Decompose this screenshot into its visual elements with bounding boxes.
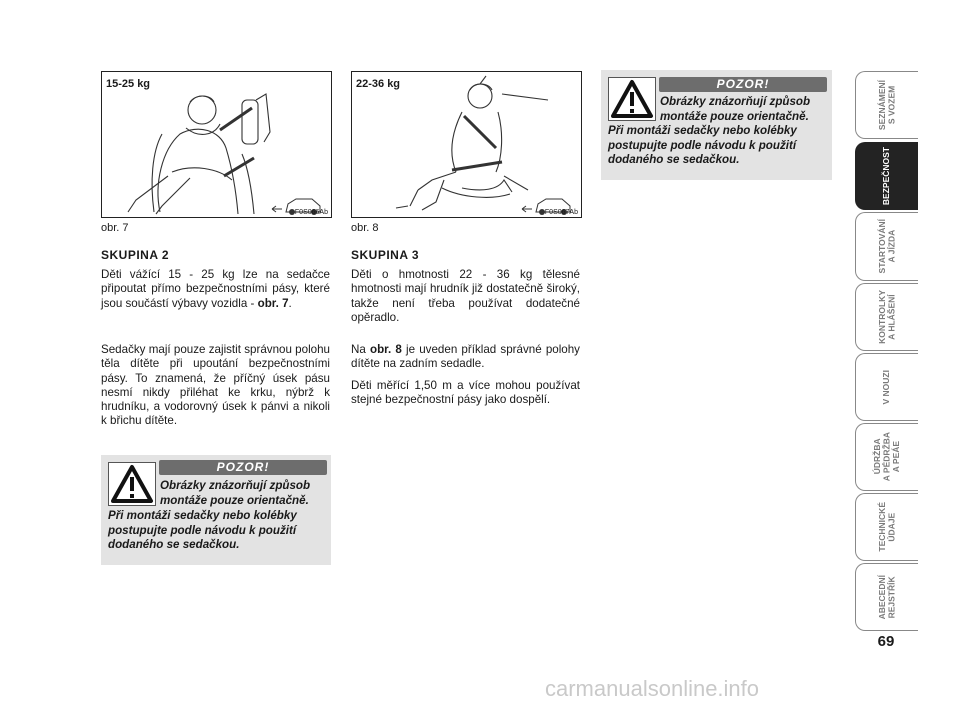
tab-abecedni-rejstrik[interactable]: ABECEDNÍ REJSTŘÍK [855,563,918,631]
figure-7 [101,71,332,218]
watermark: carmanualsonline.info [545,676,760,701]
warning-triangle-icon [108,462,156,506]
figure-7-weight-label: 15-25 kg [106,78,151,90]
warning-title: POZOR! [159,460,327,475]
figure-8-reference: obr. 8 [370,343,402,356]
tab-technicke-udaje[interactable]: TECHNICKÉ ÚDAJE [855,493,918,561]
warning-line-2: montáže pouze orientačně. [660,109,809,123]
section-2-paragraph-2: Sedačky mají pouze zajistit správnou polohu těla dítěte při upoutání bezpečnostními pásy. To znamená, že příčný úsek pásu nesmí nikdy přiléhat ke krku, nýbrž k hrudníku, a vodorovný úsek k pánvi a nikoli k břichu dítěte. [101,343,330,428]
figure-8-code: F0S067Ab [544,209,578,216]
warning-triangle-icon [608,77,656,121]
child-seat-15-25kg-illustration [102,72,331,217]
tab-kontrolky-a-hlaseni[interactable]: KONTROLKY A HLÁŠENÍ [855,283,918,351]
warning-line-2: montáže pouze orientačně. [160,493,309,507]
figure-8 [351,71,582,218]
warning-body: Při montáži sedačky nebo kolébky postupujte podle návodu k použití dodaného se sedačkou. [108,509,297,551]
figure-8-weight-label: 22-36 kg [356,78,401,90]
warning-body: Při montáži sedačky nebo kolébky postupujte podle návodu k použití dodaného se sedačkou. [608,124,797,166]
figure-8-caption: obr. 8 [351,222,379,234]
section-3-paragraph-1: Děti o hmotnosti 22 - 36 kg tělesné hmotnosti mají hrudník již dostatečně široký, takže není třeba používat dodatečné opěradlo. [351,268,580,324]
section-2-paragraph-1: Děti vážící 15 - 25 kg lze na sedačce připoutat přímo bezpečnostními pásy, které jsou součástí výbavy vozidla - obr. 7. [101,268,330,310]
tab-startovani-a-jizda[interactable]: STARTOVÁNÍ A JÍZDA [855,212,918,281]
page-number: 69 [877,633,895,650]
child-seat-22-36kg-illustration [352,72,581,217]
warning-title: POZOR! [659,77,827,92]
tab-v-nouzi[interactable]: V NOUZI [855,353,918,421]
figure-7-reference: obr. 7 [257,296,289,310]
warning-line-1: Obrázky znázorňují způsob [160,479,311,492]
figure-7-caption: obr. 7 [101,222,129,234]
tab-udrzba[interactable]: ÚDRŽBA A PÉDRŽBA A PEÁE [855,423,918,491]
warning-box [601,70,832,180]
figure-7-code: F0S066Ab [294,209,328,216]
section-2-heading: SKUPINA 2 [101,248,170,262]
tab-seznameni-s-vozem[interactable]: SEZNÁMENÍ S VOZEM [855,71,918,139]
section-3-paragraph-2: Na obr. 8 je uveden příklad správné polohy dítěte na zadním sedadle. [351,343,580,371]
tab-bezpecnost[interactable]: BEZPEČNOST [855,142,918,210]
warning-box [101,455,331,565]
warning-line-1: Obrázky znázorňují způsob [660,95,811,108]
section-3-heading: SKUPINA 3 [351,248,420,262]
section-3-paragraph-3: Děti měřící 1,50 m a více mohou používat stejné bezpečnostní pásy jako dospělí. [351,379,580,407]
